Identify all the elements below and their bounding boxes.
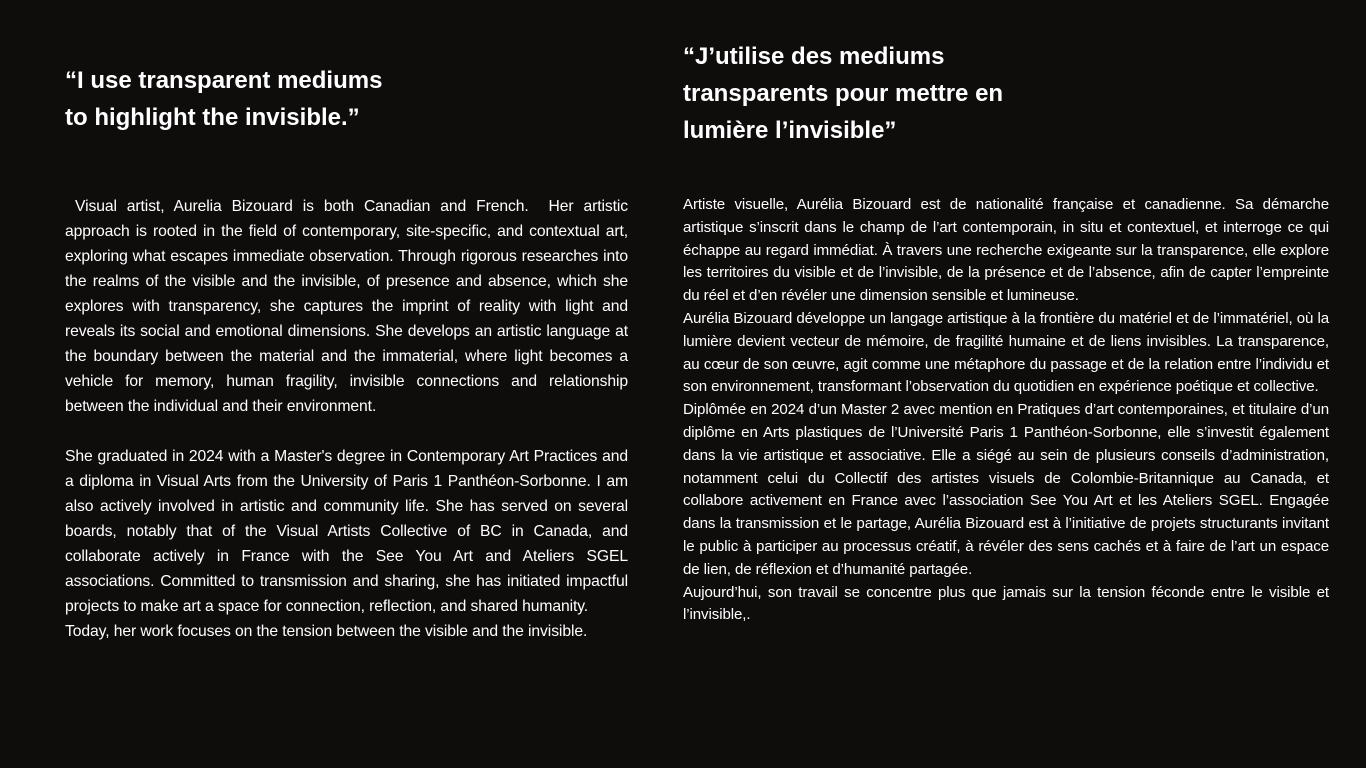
- english-quote-heading: “I use transparent mediums to highlight the invisible.”: [65, 67, 383, 131]
- paragraph-spacer: [65, 419, 628, 444]
- english-paragraph-intro: Visual artist, Aurelia Bizouard is both Canadian and French. Her artistic approach is rooted in the field of contemporary, site-specific, and contextual art, exploring what escapes immediate observation. Through rigorous researches into the realms of the visible and the invisible, of presence and absence, which she explores with transparency, she captures the imprint of reality with light and reveals its social and emotional dimensions. She develops an artistic language at the boundary between the material and the immaterial, where light becomes a vehicle for memory, human fragility, invisible connections and relationship between the individual and their environment.: [65, 198, 633, 415]
- english-biography: [65, 194, 633, 644]
- french-paragraph-education: Diplômée en 2024 d’un Master 2 avec mention en Pratiques d’art contemporaines, et titulaire d’un diplôme en Arts plastiques de l’Université Paris 1 Panthéon-Sorbonne, elle s’investit également dans la vie artistique et associative. Elle a siégé au sein de plusieurs conseils d’administration, notamment celui du Collectif des artistes visuels de Colombie-Britannique au Canada, et collabore activement en France avec l’association See You Art et les Ateliers SGEL. Engagée dans la transmission et le partage, Aurélia Bizouard est à l’initiative de projets structurants invitant le public à participer au processus créatif, à révéler des sens cachés et à faire de l’art un espace de lien, de réflexion et d’humanité partagée.: [683, 401, 1329, 578]
- english-paragraph-education: She graduated in 2024 with a Master's degree in Contemporary Art Practices and a diploma in Visual Arts from the University of Paris 1 Panthéon-Sorbonne. I am also actively involved in artistic and community life. She has served on several boards, notably that of the Visual Artists Collective of BC in Canada, and collaborate actively in France with the See You Art and Ateliers SGEL associations. Committed to transmission and sharing, she has initiated impactful projects to make art a space for connection, reflection, and shared humanity.: [65, 448, 628, 615]
- english-paragraph-today: Today, her work focuses on the tension between the visible and the invisible.: [65, 623, 588, 640]
- french-quote-heading: “J’utilise des mediums transparents pour mettre en lumière l’invisible”: [683, 43, 1004, 144]
- french-paragraph-language: Aurélia Bizouard développe un langage artistique à la frontière du matériel et de l’immatériel, où la lumière devient vecteur de mémoire, de fragilité humaine et de liens invisibles. La transparence, au cœur de son œuvre, agit comme une métaphore du passage et de la relation entre l’individu et son environnement, transformant l’observation du quotidien en expérience poétique et collective.: [683, 309, 1329, 396]
- french-biography: [683, 194, 1329, 627]
- french-paragraph-today: Aujourd’hui, son travail se concentre plus que jamais sur la tension féconde entre le visible et l’invisible,.: [683, 583, 1329, 624]
- french-paragraph-intro: Artiste visuelle, Aurélia Bizouard est de nationalité française et canadienne. Sa démarche artistique s’inscrit dans le champ de l’art contemporain, in situ et contextuel, et interroge ce qui échappe au regard immédiat. À travers une recherche exigeante sur la transparence, elle explore les territoires du visible et de l’invisible, de la présence et de l’absence, afin de capter l’empreinte du réel et d’en révéler une dimension sensible et lumineuse.: [683, 196, 1329, 305]
